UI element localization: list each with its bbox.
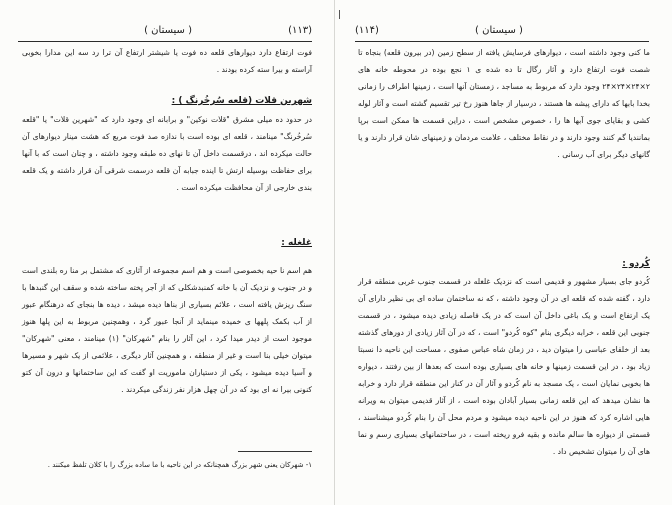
left-heading-2: غلغله : [281,238,312,248]
footnote-rule [238,451,312,452]
left-heading-2-block [22,234,312,252]
left-header-title: ( سیستان ) [144,24,192,36]
right-header-title: ( سیستان ) [475,24,523,36]
right-page [335,0,672,505]
right-page-header [355,20,649,40]
left-footnote: ۱- شهرکان یعنی شهر بزرگ همچنانکه در این ناحیه با ما ساده بزرگ را با کلان تلفظ میکنند . [47,461,312,469]
left-paragraph-3: هم اسم نا حیه بخصوصی است و هم اسم مجموعه از آثاری که مشتمل بر منا ره بلندی است و در جنوب و نزدیک آن با خانه کمنبدشکلی که از آجر پخته ساخته شده و سقف این گنبدها با سنگ ریزش یافته است ، علائم بسیاری از بناها دیده میشد ، دیده ها بنجای که درهنگام عبور از آب بکمک پلهها ی خمیده مینماید از آنجا عبور گرد ، وهمچنین مربوط به این پلها هنوز موجود است از دیدر میدا کرد ، این آثار را بنام "شهرکان" (۱) مینامند ، معنی "شهرکان" میتوان خیلی بنا است و غیر از منطقه ، و همچنین آثار دیگری ، علائمی از یک شهر و مسیرها و آسیا دیده میشود ، یکی از دستیاران ماموریت او گفت که این ساختمانها و درون آن کتو کنونی بیرا نه ای بود که در آن چهل هزار نفر زندگی میکردند . [22,266,312,394]
left-paragraph-1: فوت ارتفاع دارد دیوارهای قلعه ده فوت یا شیشتر ارتفاع آن ترا رد سه این مدارا بخوبی آراسته و بیرا سته کرده بودند . [22,48,312,74]
right-paragraph-2: کُردو جای بسیار مشهور و قدیمی است که نزدیک غلغله در قسمت جنوب غربی منطقه قرار دارد ، گفته شده که قلعه ای در آن وجود داشته ، که نه ساختمان ساده ای بی نظیر دارای آن یک ارتفاع است و یک باغی داخل آن است که در یک فاصله زیادی دیده میشود ، در قسمت جنوبی این قلعه ، خرابه دیگری بنام "کوه کُردو" است ، که در آن آثار زیادی از دورهای گذشته بعد از خلفای عباسی را میتوان دید ، در زمان شاه عباس صفوی ، مساحت این ناحیه دا نسبتا زیاد بود ، در این قسمت زمینها و خانه های بسیاری بوده است که بعدها از بین رفتند ، دیواره ها بخوبی نمایان است ، یک مسجد به نام کُردو و آثار آن در کنار این منطقه قرار دارد و خرابه ها نشان میدهد که این قلعه زمانی بسیار آبادان بوده است ، از آثار قدیمی میتوان به ویرانه هایی اشاره کرد که هنوز در این ناحیه دیده میشود و مردم محل آن را بنام کُردو میشناسند ، قسمتی از دیواره ها سالم مانده و بقیه فرو ریخته است ، در ساختمانهای بسیاری رسم و نما های آن را میتوان تشخیص داد . [358,277,650,456]
left-page [0,0,334,505]
left-paragraph-2: در حدود ده میلی مشرق "قلات نوکین" و برابانه ای وجود دارد که "شهرین قلات" یا "قلعه سُرخُرنگ" مینامند ، قلعه ای بوده است با ندازه صد فوت مربع که هشت مینار دیوارهای آن حالت میکرده اند ، درقسمت داخل آن تا نهای ده طبقه وجود داشته ، و چنان است که با آنها برای حفاظت بوسیله ارتش تا اینده جبابه آن قلعه درسمت شرقی آن قرار داشته و یک قلعه بندی خارجی از آن محافظت میکرده است . [22,115,312,192]
right-header-rule [355,41,649,42]
right-paragraph-1: ما کنی وجود داشته است ، دیوارهای فرسایش یافته از سطح زمین (در بیرون قلعه) بنجاه تا شصت فوت ارتفاع دارد و آثار رگال تا ده شده ی ۱ نجع بوده در محوطه خانه های ۲×۲۴×۲۴×۲۴ وجود دارد که مربوط به مساجد ، زمستان آنها است ، زمینها اطراف را زمانی بخدا بابها که دارای پیشه ها هستند ، درسیار از جاها هنوز رخ تیر تقسیم گشته است و آثار لوله کشی و بقایای جوی آبها ها را ، خصوص مشخص است ، دراین قسمت ها ممکن است برپا بمانندیا گم کنند وجود دارند و در نقاط مختلف ، علامت مردمان و زمینهای شان قرار دارند و یا گانهای دیگر برای آب رسانی . [358,48,650,159]
left-page-header [18,20,312,40]
left-heading-1-block [22,92,312,110]
left-page-number: (۱۱۳) [288,24,312,36]
right-heading-1: کُردو : [622,259,650,269]
left-header-rule [18,41,312,42]
right-heading-1-block [358,255,650,273]
right-page-number: (۱۱۴) [355,24,379,36]
left-heading-1: شهرین قلات (قلعه سُرخُرنگ ) : [171,96,312,106]
